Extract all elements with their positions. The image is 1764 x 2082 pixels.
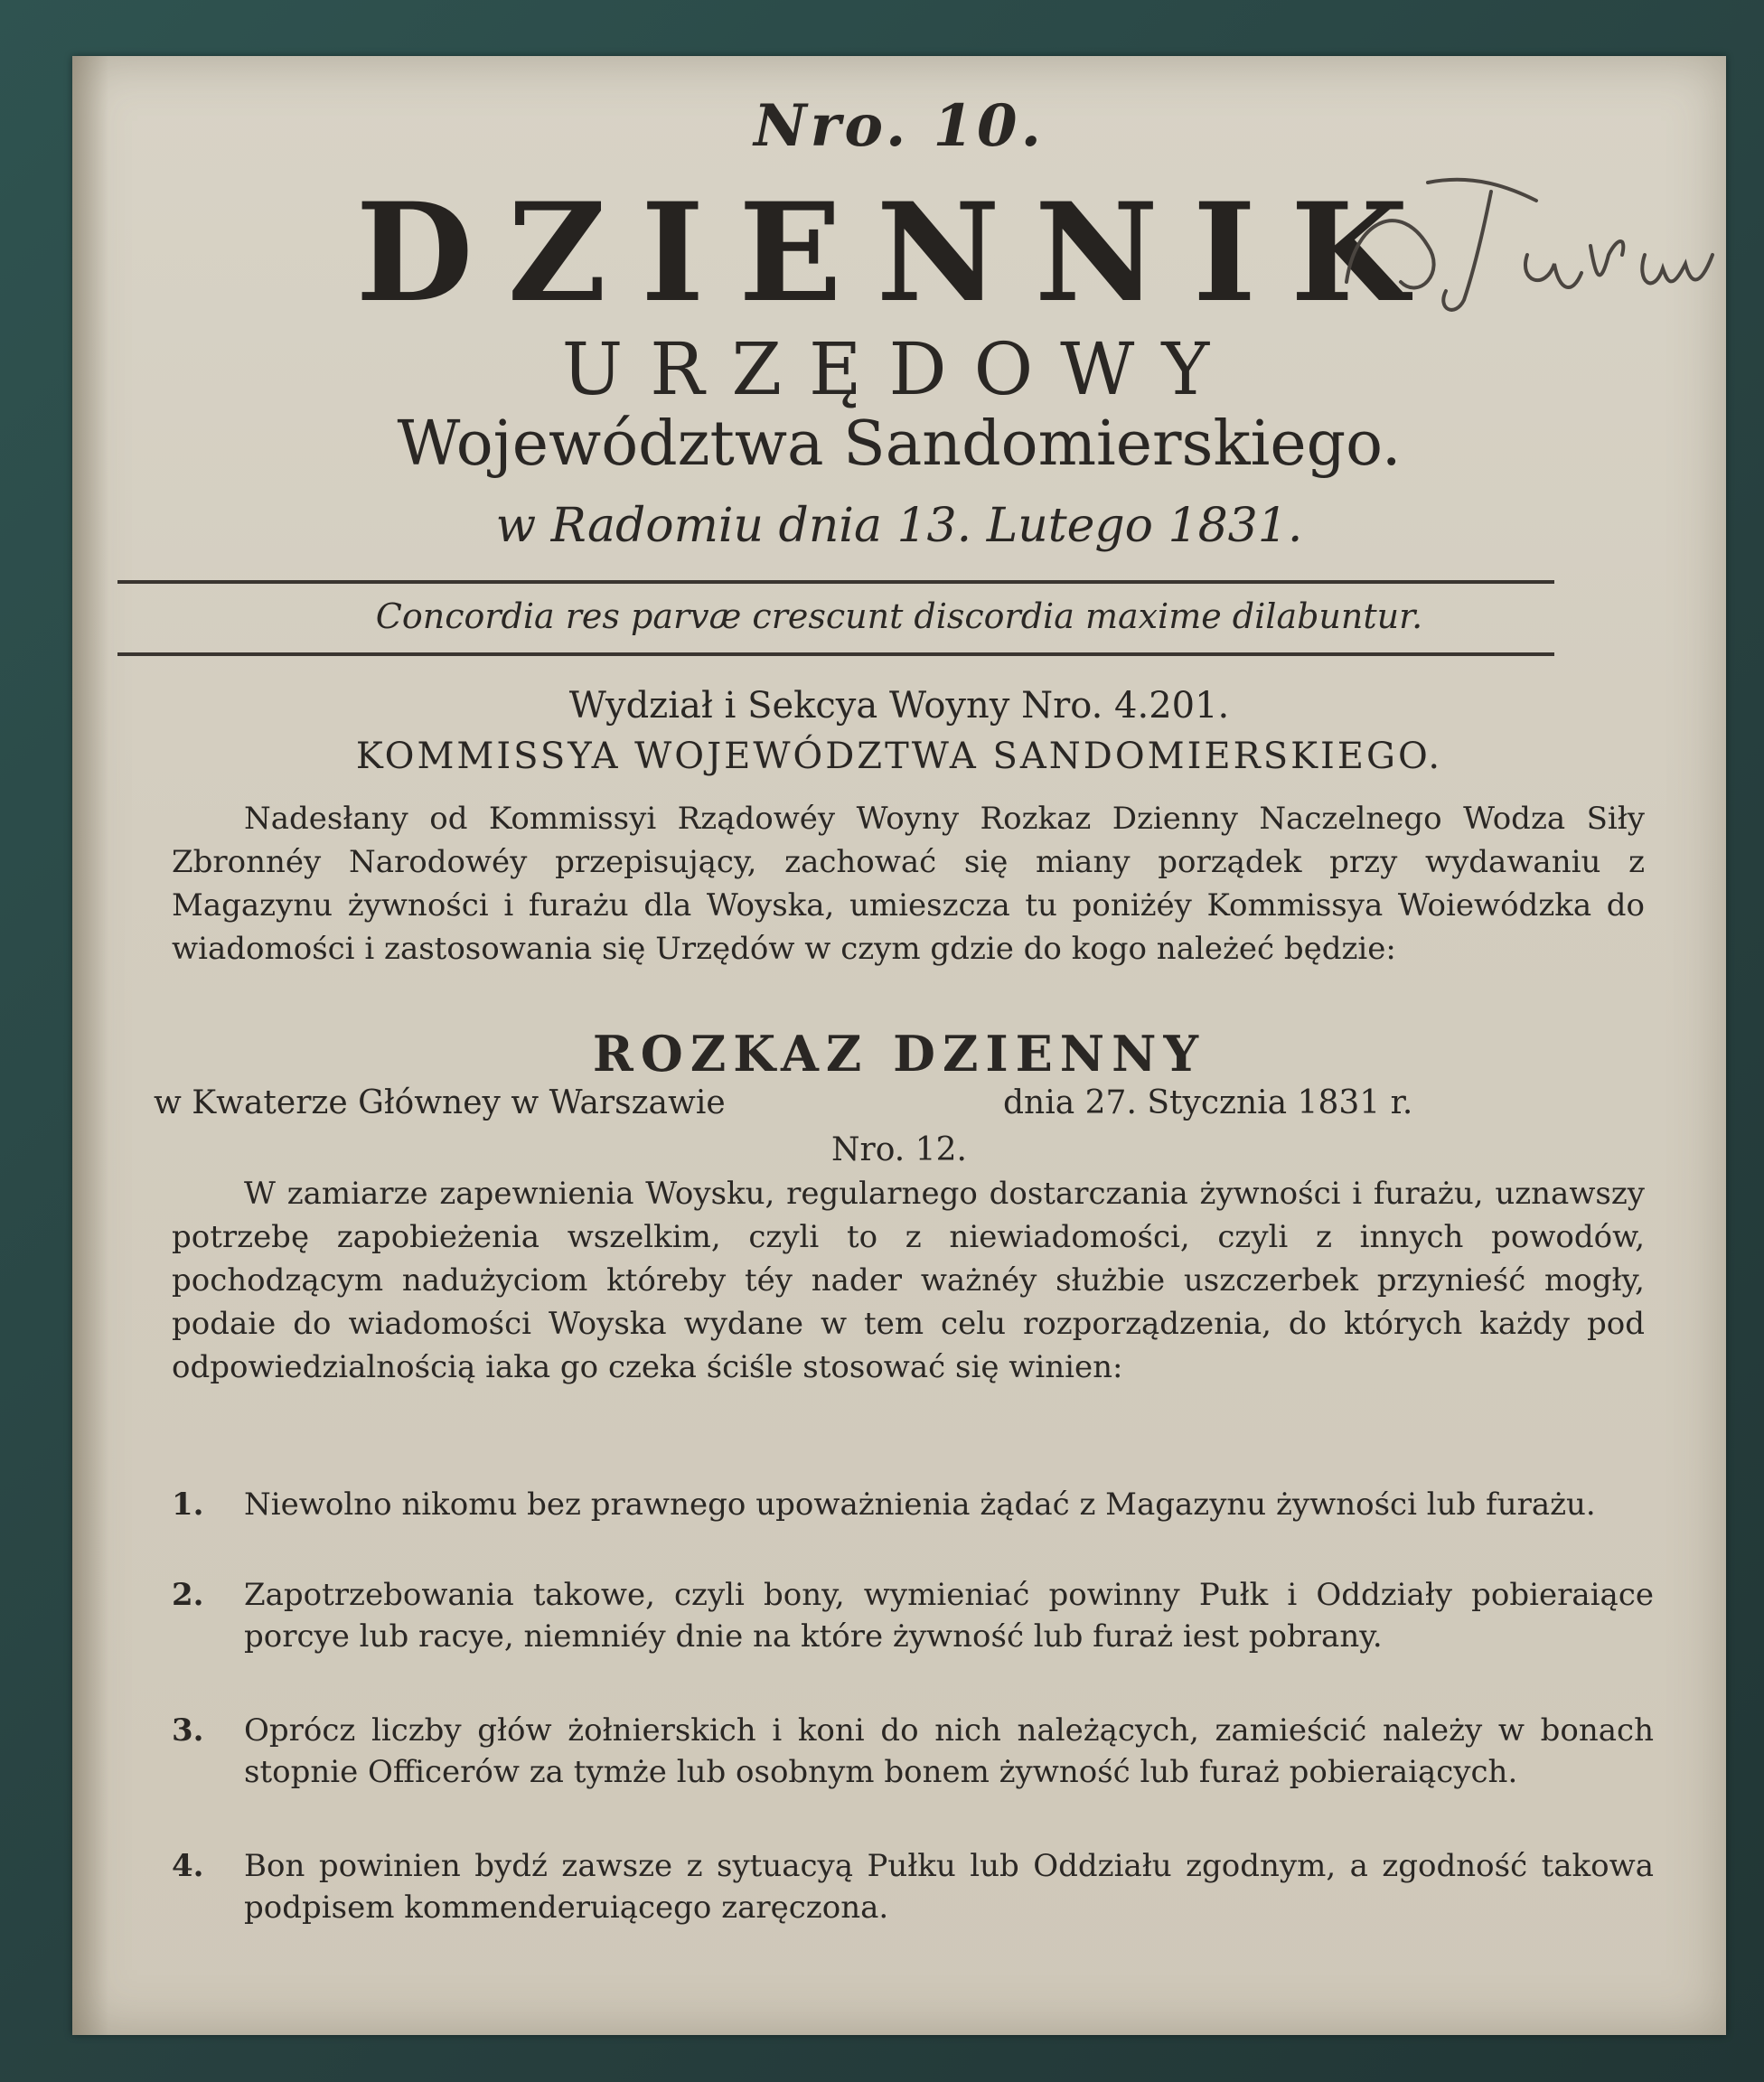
item-number: 3. [172, 1712, 204, 1749]
item-number: 2. [172, 1577, 204, 1613]
order-date: dnia 27. Stycznia 1831 r. [1003, 1084, 1413, 1121]
order-number: Nro. 12. [831, 1131, 967, 1168]
dateline: w Radomiu dnia 13. Lutego 1831. [495, 499, 1303, 553]
item-text: Niewolno nikomu bez prawnego upoważnienia żądać z Magazynu żywności lub furażu. [244, 1486, 1596, 1523]
masthead-subtitle: URZĘDOWY [561, 327, 1237, 411]
handwritten-signature [1328, 146, 1726, 327]
masthead-region: Województwa Sandomierskiego. [397, 408, 1402, 480]
item-text: Bon powinien bydź zawsze z sytuacyą Pułku lub Oddziału zgodnym, a zgodność takowa podpisem kommenderuiącego zaręczona. [244, 1848, 1654, 1926]
item-number: 4. [172, 1848, 204, 1884]
item-text: Oprócz liczby głów żołnierskich i koni do nich należących, zamieścić należy w bonach stopnie Officerów za tymże lub osobnym bonem żywność lub furaż pobieraiących. [244, 1712, 1654, 1790]
department-line: Wydział i Sekcya Woyny Nro. 4.201. [568, 685, 1230, 727]
item-number: 1. [172, 1486, 204, 1523]
intro-paragraph: Nadesłany od Kommissyi Rządowéy Woyny Rozkaz Dzienny Naczelnego Wodza Siły Zbronnéy Narodowéy przepisujący, zachować się miany porządek przy wydawaniu z Magazynu żywności i furażu dla Woyska, umieszcza tu poniżéy Kommissya Woiewódzka do wiadomości i zastosowania się Urzędów w czym gdzie do kogo należeć będzie: [172, 801, 1645, 967]
masthead-title: DZIENNIK [355, 174, 1443, 333]
order-title: ROZKAZ DZIENNY [592, 1025, 1206, 1083]
motto: Concordia res parvæ crescunt discordia maxime dilabuntur. [375, 596, 1423, 636]
bottom-rule [117, 652, 1554, 656]
order-preamble: W zamiarze zapewnienia Woysku, regularnego dostarczania żywności i furażu, uznawszy potrzebę zapobieżenia wszelkim, czyli to z niewiadomości, czyli z innych powodów, pochodzącym nadużyciom któreby téy nader ważnéy służbie uszczerbek przynieść mogły, podaie do wiadomości Woyska wydane w tem celu rozporządzenia, do których każdy pod odpowiedzialnością iaka go czeka ściśle stosować się winien: [172, 1176, 1645, 1385]
newspaper-page [72, 56, 1726, 2035]
order-place: w Kwaterze Główney w Warszawie [154, 1084, 726, 1121]
item-text: Zapotrzebowania takowe, czyli bony, wymieniać powinny Pułk i Oddziały pobieraiące porcye lub racye, niemniéy dnie na które żywność lub furaż iest pobrany. [244, 1577, 1654, 1655]
top-rule [117, 580, 1554, 584]
issue-number: Nro. 10. [754, 92, 1045, 160]
commission-heading: KOMMISSYA WOJEWÓDZTWA SANDOMIERSKIEGO. [355, 736, 1443, 777]
